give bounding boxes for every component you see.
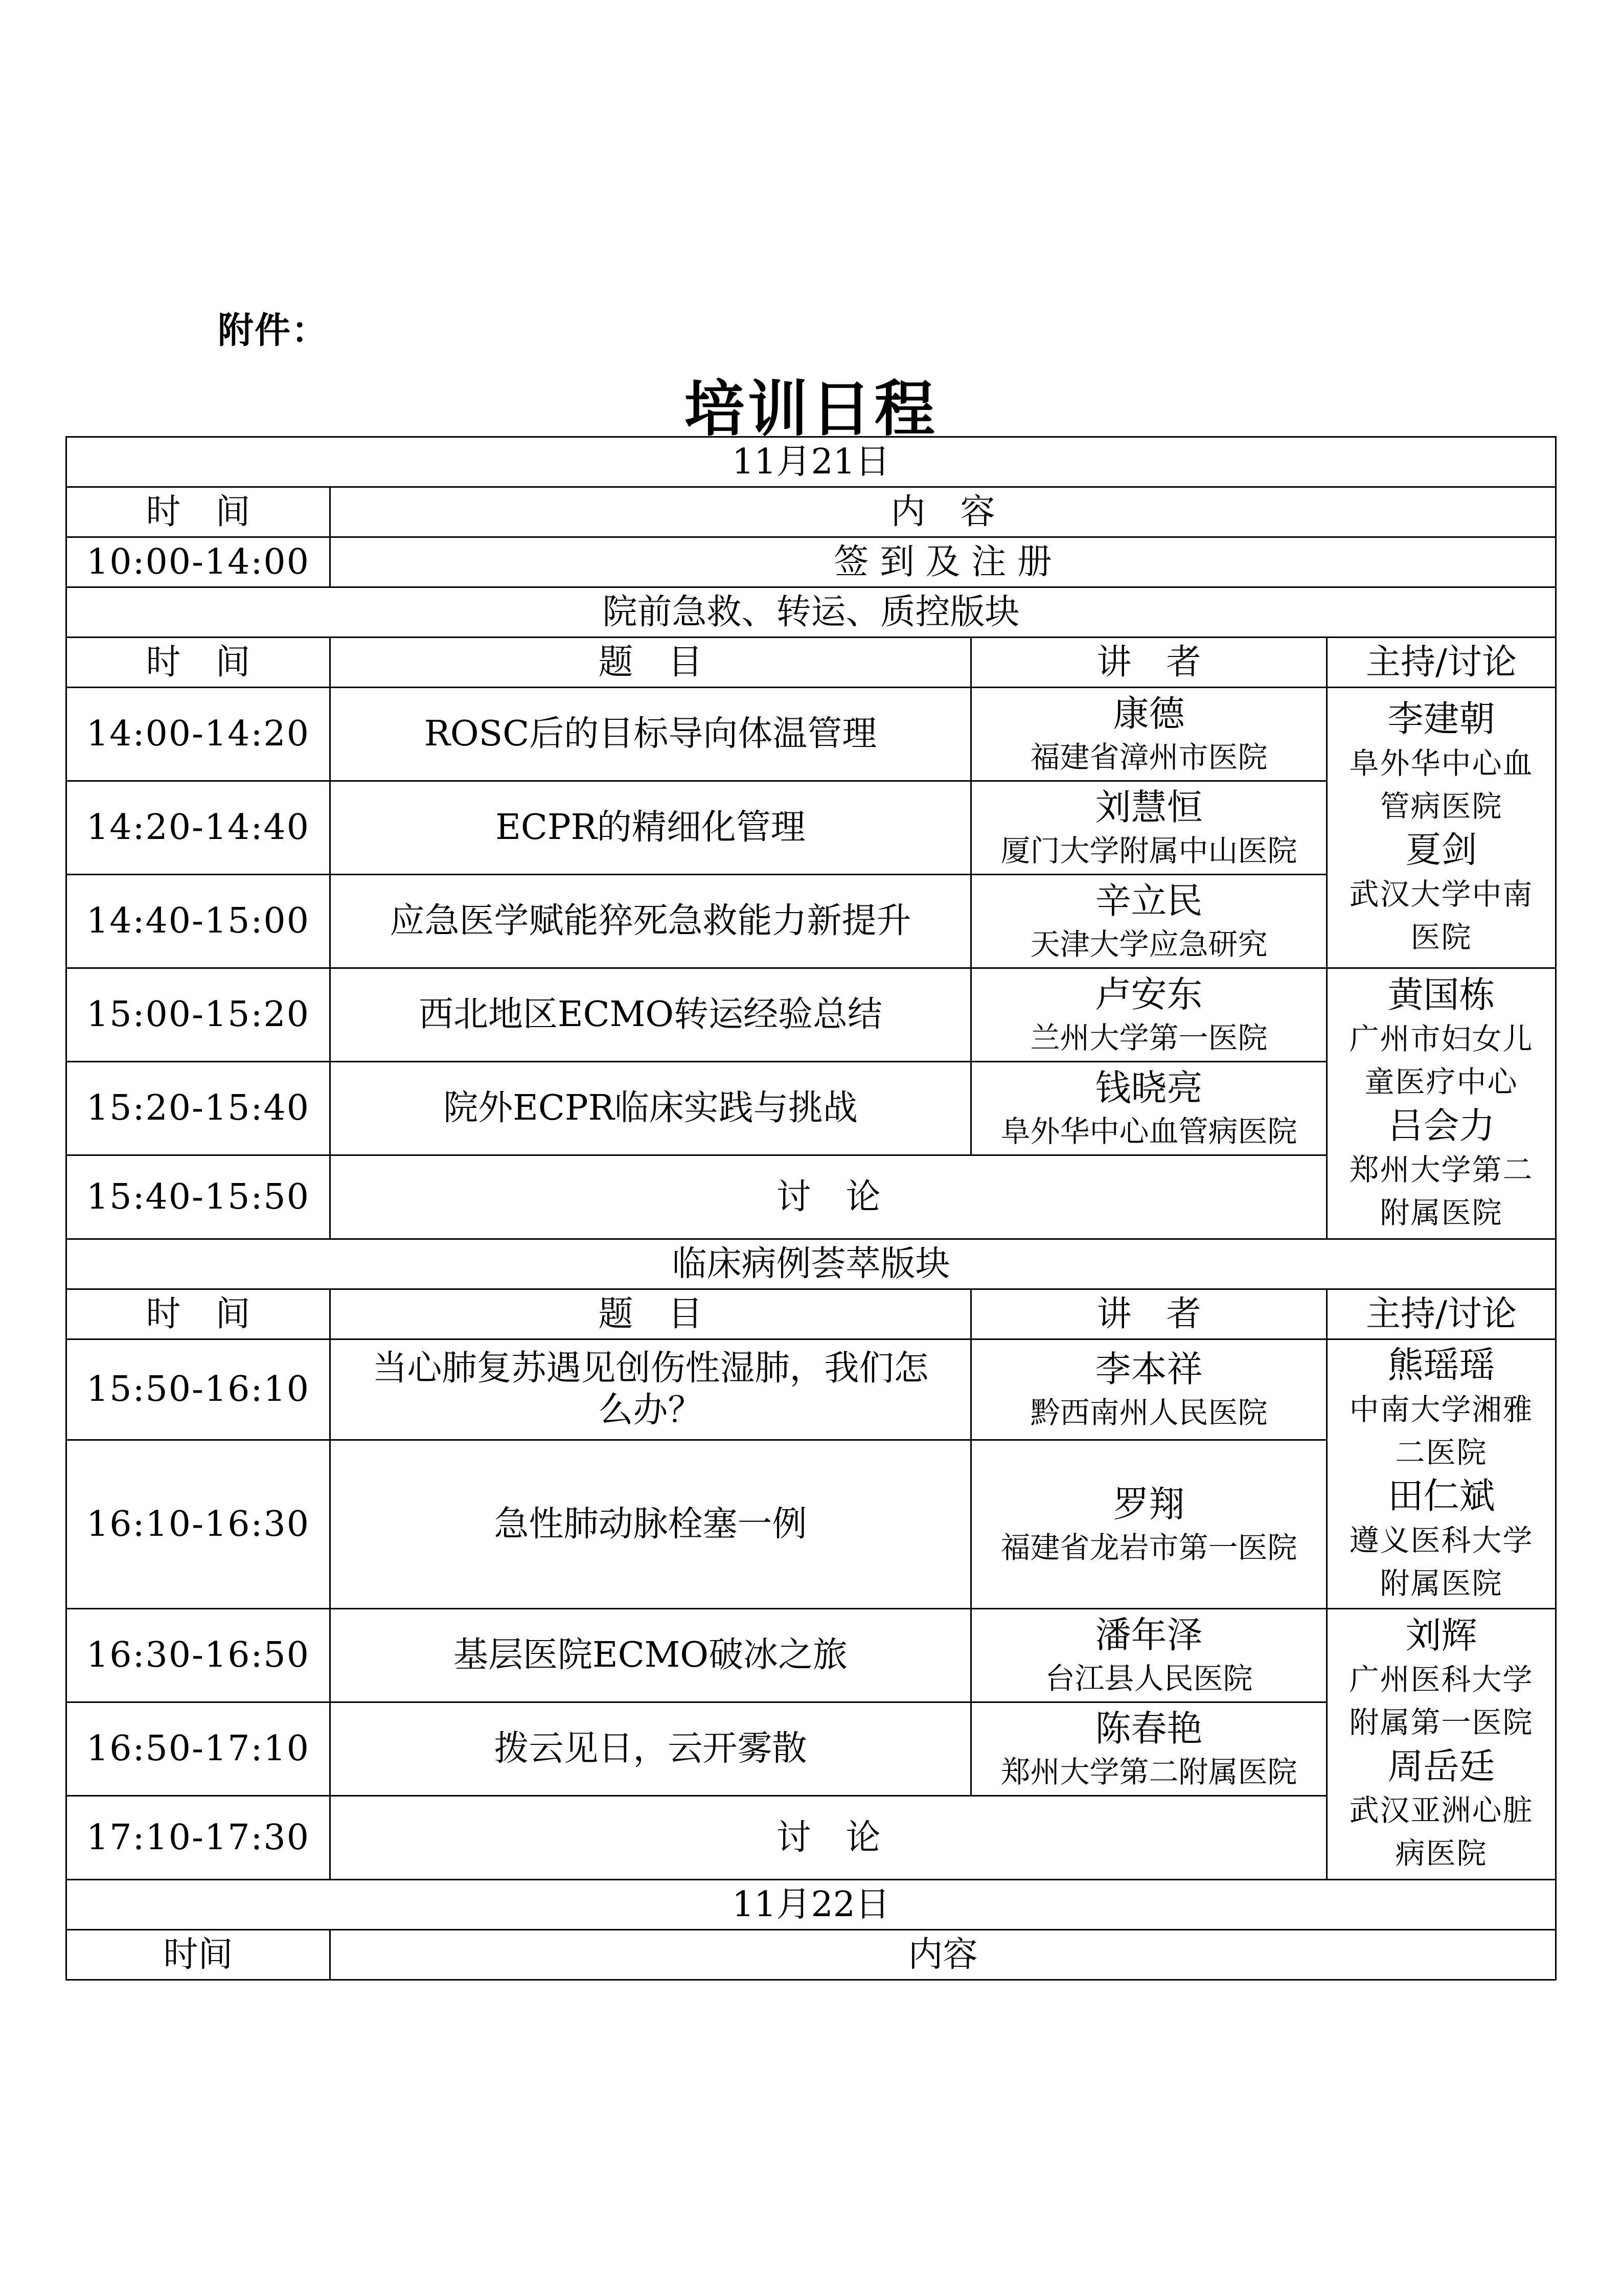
speaker-org: 天津大学应急研究 [1030,927,1268,962]
session-time: 16:50-17:10 [66,1702,330,1796]
registration-label: 签 到 及 注 册 [330,537,1556,587]
session-topic: 急性肺动脉栓塞一例 [330,1440,971,1609]
host-org: 遵义医科大学 [1349,1522,1534,1558]
session-time: 16:30-16:50 [66,1609,330,1702]
speaker-org: 厦门大学附属中山医院 [1000,833,1297,869]
host-org: 附属医院 [1380,1565,1503,1601]
section2-title: 临床病例荟萃版块 [66,1239,1556,1289]
speaker-cell [971,1339,1327,1440]
day2-header-row [66,1930,1556,1980]
host-name: 吕会力 [1387,1104,1495,1147]
discussion-label: 讨 论 [330,1796,1327,1880]
host-org: 童医疗中心 [1364,1064,1518,1100]
speaker-cell [971,781,1327,875]
attachment-label: 附件： [218,309,328,351]
host-org: 管病医院 [1380,788,1503,824]
page-title: 培训日程 [684,374,938,444]
col-topic: 题 目 [330,1289,971,1339]
host-org: 病医院 [1395,1836,1488,1871]
table-row [66,968,1556,1062]
table-row [66,1609,1556,1702]
host-org: 阜外华中心血 [1349,745,1534,781]
session-topic-line: 当心肺复苏遇见创伤性湿肺，我们怎 [372,1348,929,1389]
host-name: 刘辉 [1405,1614,1477,1656]
host-name: 黄国栋 [1387,973,1495,1016]
day2-header-content: 内容 [330,1930,1556,1980]
speaker-name: 罗翔 [1113,1483,1185,1525]
host-cell [1327,1339,1556,1609]
session-topic: 拨云见日，云开雾散 [330,1702,971,1796]
day1-header-row [66,487,1556,537]
host-org: 医院 [1410,919,1472,954]
speaker-cell [971,1702,1327,1796]
session-time: 14:20-14:40 [66,781,330,875]
col-topic: 题 目 [330,638,971,688]
table-row [66,688,1556,781]
host-org: 中南大学湘雅 [1349,1392,1534,1427]
section1-columns-row [66,638,1556,688]
session-topic: 西北地区ECMO转运经验总结 [330,968,971,1062]
section2-title-row [66,1239,1556,1289]
speaker-name: 刘慧恒 [1095,786,1203,829]
speaker-name: 辛立民 [1095,880,1203,922]
registration-row [66,537,1556,587]
session-topic: 基层医院ECMO破冰之旅 [330,1609,971,1702]
speaker-org: 兰州大学第一医院 [1030,1020,1268,1056]
col-time: 时 间 [66,1289,330,1339]
host-org: 附属医院 [1380,1195,1503,1231]
day2-date: 11月22日 [66,1880,1556,1930]
speaker-cell [971,688,1327,781]
host-name: 田仁斌 [1387,1475,1495,1517]
col-speaker: 讲 者 [971,638,1327,688]
speaker-org: 福建省龙岩市第一医院 [1000,1530,1297,1565]
registration-time: 10:00-14:00 [66,537,330,587]
col-time: 时 间 [66,638,330,688]
session-topic: ECPR的精细化管理 [330,781,971,875]
discussion-label: 讨 论 [330,1155,1327,1239]
day2-header-time: 时间 [66,1930,330,1980]
host-org: 二医院 [1395,1435,1488,1470]
host-org: 武汉大学中南 [1349,876,1534,912]
day1-header-content: 内 容 [330,487,1556,537]
day1-date-row [66,437,1556,487]
speaker-cell [971,1062,1327,1155]
speaker-name: 康德 [1113,693,1185,735]
host-name: 熊瑶瑶 [1387,1344,1495,1386]
session-topic: ROSC后的目标导向体温管理 [330,688,971,781]
day2-date-row [66,1880,1556,1930]
host-org: 附属第一医院 [1349,1705,1534,1740]
speaker-org: 郑州大学第二附属医院 [1000,1755,1297,1790]
speaker-name: 钱晓亮 [1095,1067,1203,1109]
session-time: 15:20-15:40 [66,1062,330,1155]
host-org: 广州医科大学 [1349,1662,1534,1697]
day1-date: 11月21日 [66,437,1556,487]
host-cell [1327,968,1556,1239]
speaker-cell [971,1609,1327,1702]
col-speaker: 讲 者 [971,1289,1327,1339]
session-topic: 院外ECPR临床实践与挑战 [330,1062,971,1155]
speaker-cell [971,875,1327,968]
speaker-org: 台江县人民医院 [1045,1661,1253,1696]
host-org: 郑州大学第二 [1349,1152,1534,1187]
speaker-cell [971,1440,1327,1609]
host-name: 李建朝 [1387,698,1495,740]
speaker-name: 陈春艳 [1095,1708,1203,1750]
speaker-name: 卢安东 [1095,973,1203,1016]
table-row [66,1339,1556,1440]
session-topic: 应急医学赋能猝死急救能力新提升 [330,875,971,968]
session-time: 14:40-15:00 [66,875,330,968]
session-time: 14:00-14:20 [66,688,330,781]
col-host: 主持/讨论 [1327,1289,1556,1339]
session-time: 17:10-17:30 [66,1796,330,1880]
session-topic-line: 么办？ [598,1390,703,1430]
speaker-name: 李本祥 [1095,1348,1203,1391]
session-time: 15:50-16:10 [66,1339,330,1440]
speaker-org: 阜外华中心血管病医院 [1000,1114,1297,1149]
host-cell [1327,1609,1556,1880]
day1-header-time: 时 间 [66,487,330,537]
host-cell [1327,688,1556,968]
section2-columns-row [66,1289,1556,1339]
speaker-cell [971,968,1327,1062]
speaker-name: 潘年泽 [1095,1614,1203,1656]
section1-title: 院前急救、转运、质控版块 [66,587,1556,638]
session-time: 15:40-15:50 [66,1155,330,1239]
section1-title-row [66,587,1556,638]
schedule-table [65,436,1557,1981]
speaker-org: 福建省漳州市医院 [1030,740,1268,775]
speaker-org: 黔西南州人民医院 [1030,1395,1268,1430]
host-org: 武汉亚洲心脏 [1349,1793,1534,1828]
session-topic [330,1339,971,1440]
session-time: 16:10-16:30 [66,1440,330,1609]
host-name: 周岳廷 [1387,1745,1495,1787]
host-org: 广州市妇女儿 [1349,1021,1534,1057]
session-time: 15:00-15:20 [66,968,330,1062]
col-host: 主持/讨论 [1327,638,1556,688]
host-name: 夏剑 [1405,829,1477,871]
